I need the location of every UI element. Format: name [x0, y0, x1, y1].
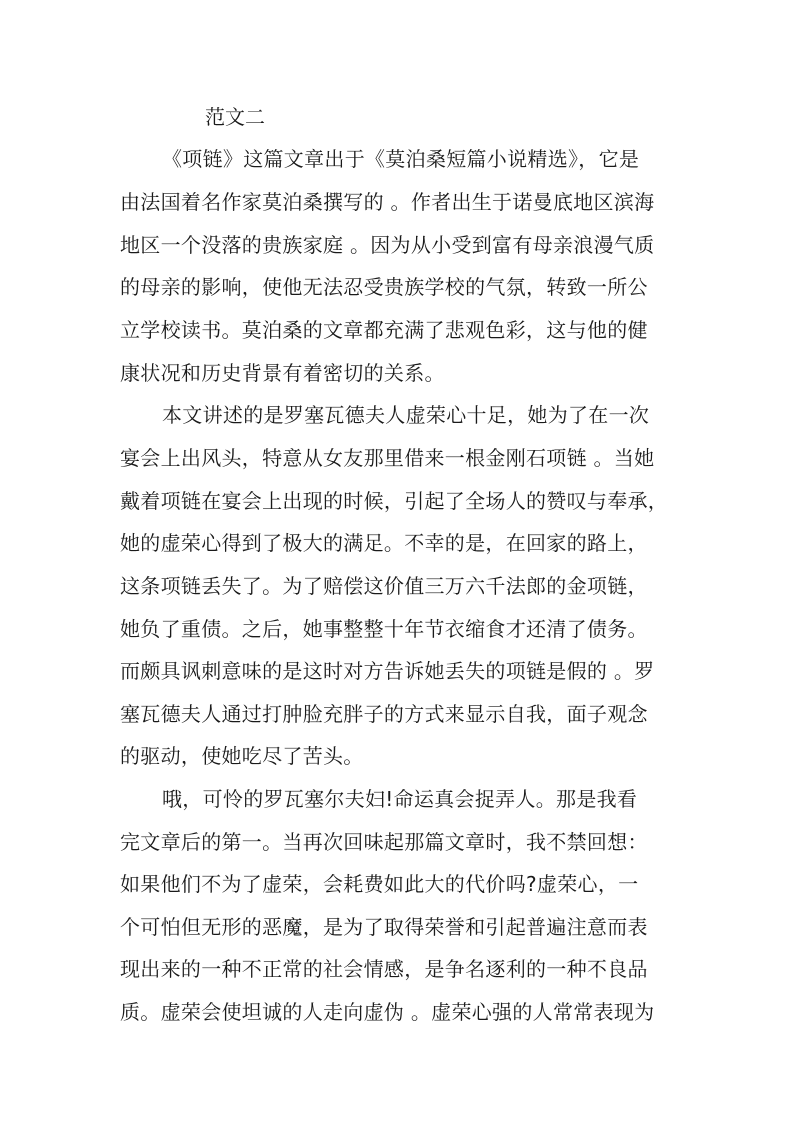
- paragraph-line: 个可怕但无形的恶魔，是为了取得荣誉和引起普遍注意而表: [120, 915, 648, 939]
- paragraph-line: 她的虚荣心得到了极大的满足。不幸的是，在回家的路上，: [120, 531, 648, 555]
- document-title: 范文二: [205, 105, 265, 129]
- paragraph-line: 戴着项链在宴会上出现的时候，引起了全场人的赞叹与奉承，: [120, 489, 669, 513]
- paragraph-line: 这条项链丢失了。为了赔偿这价值三万六千法郎的金项链，: [120, 574, 648, 598]
- paragraph-line: 塞瓦德夫人通过打肿脸充胖子的方式来显示自我，面子观念: [120, 702, 648, 726]
- paragraph-line: 本文讲述的是罗塞瓦德夫人虚荣心十足，她为了在一次: [162, 403, 650, 427]
- paragraph-line: 由法国着名作家莫泊桑撰写的 。作者出生于诺曼底地区滨海: [120, 190, 655, 214]
- paragraph-line: 的驱动，使她吃尽了苦头。: [120, 744, 364, 768]
- paragraph-line: 她负了重债。之后，她事整整十年节衣缩食才还清了债务。: [120, 617, 648, 641]
- paragraph-line: 现出来的一种不正常的社会情感，是争名逐利的一种不良品: [120, 957, 648, 981]
- paragraph-line: 而颇具讽刺意味的是这时对方告诉她丢失的项链是假的 。罗: [120, 659, 655, 683]
- paragraph-line: 立学校读书。莫泊桑的文章都充满了悲观色彩，这与他的健: [120, 318, 648, 342]
- paragraph-line: 宴会上出风头，特意从女友那里借来一根金刚石项链 。当她: [120, 446, 655, 470]
- paragraph-line: 完文章后的第一。当再次回味起那篇文章时，我不禁回想：: [120, 830, 648, 854]
- paragraph-line: 如果他们不为了虚荣，会耗费如此大的代价吗?虚荣心，一: [120, 872, 639, 896]
- paragraph-line: 哦，可怜的罗瓦塞尔夫妇!命运真会捉弄人。那是我看: [162, 787, 638, 811]
- paragraph-line: 地区一个没落的贵族家庭 。因为从小受到富有母亲浪漫气质: [120, 233, 655, 257]
- paragraph-line: 质。虚荣会使坦诚的人走向虚伪 。虚荣心强的人常常表现为: [120, 1000, 655, 1024]
- paragraph-line: 的母亲的影响，使他无法忍受贵族学校的气氛，转致一所公: [120, 275, 648, 299]
- paragraph-line: 康状况和历史背景有着密切的关系。: [120, 361, 445, 385]
- paragraph-line: 《项链》这篇文章出于《莫泊桑短篇小说精选》，它是: [162, 147, 640, 171]
